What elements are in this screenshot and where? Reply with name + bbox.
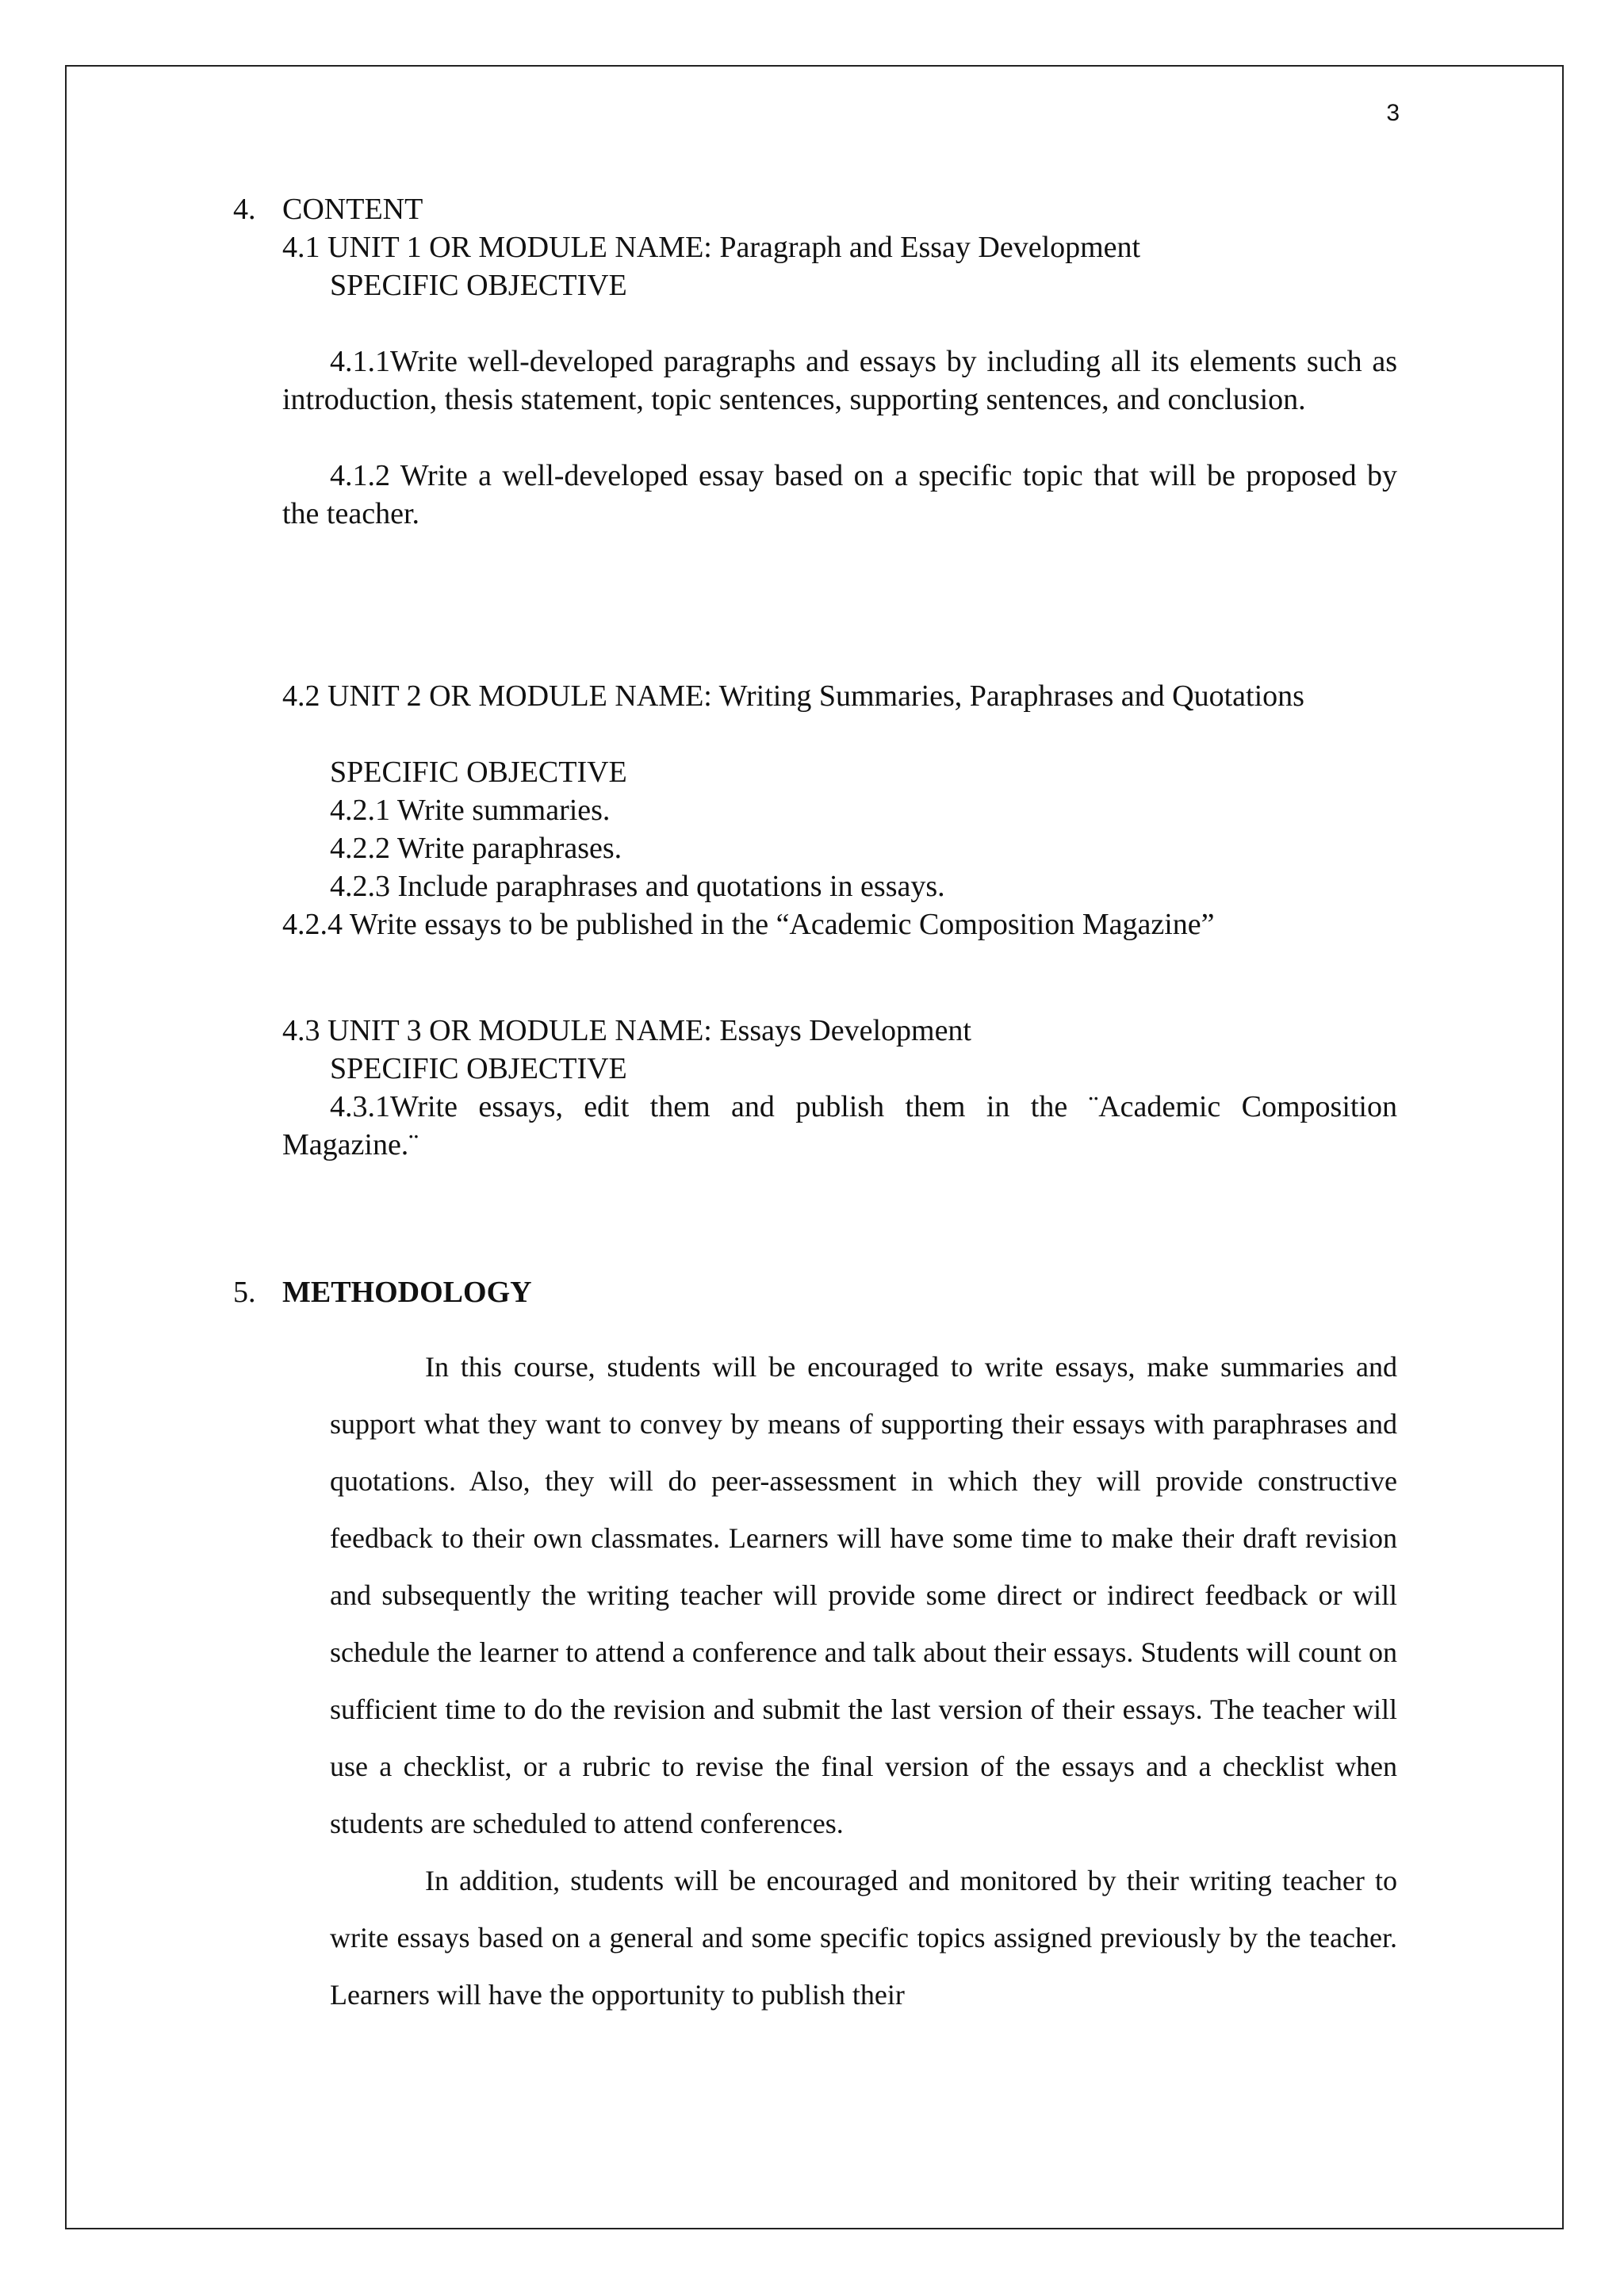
unit2-objective-4: 4.2.4 Write essays to be published in the “Academic Composition Magazine” — [282, 908, 1215, 941]
methodology-paragraph-1: In this course, students will be encouraged to write essays, make summaries and support what they want to convey by means of supporting their essays with paraphrases and quotations. Also, they will do peer-assessment in which they will provide constructive feedback to their own classmates. Learners will have some time to make their draft revision and subsequently the writing teacher will provide some direct or indirect feedback or will schedule the learner to attend a conference and talk about their essays. Students will count on sufficient time to do the revision and submit the last version of their essays. The teacher will use a checklist, or a rubric to revise the final version of the essays and a checklist when students are scheduled to attend conferences. — [330, 1351, 1397, 1839]
section-title: CONTENT — [282, 193, 423, 226]
section-number: 4. — [233, 193, 256, 226]
unit2-heading: 4.2 UNIT 2 OR MODULE NAME: Writing Summaries, Paraphrases and Quotations — [282, 679, 1304, 713]
section-title: METHODOLOGY — [282, 1276, 532, 1309]
unit3-heading: 4.3 UNIT 3 OR MODULE NAME: Essays Development — [282, 1014, 971, 1047]
unit1-objective-label: SPECIFIC OBJECTIVE — [330, 269, 627, 302]
unit2-objective-1: 4.2.1 Write summaries. — [330, 794, 611, 827]
unit2-objective-2: 4.2.2 Write paraphrases. — [330, 832, 622, 865]
unit3-objective-label: SPECIFIC OBJECTIVE — [330, 1052, 627, 1085]
unit1-heading: 4.1 UNIT 1 OR MODULE NAME: Paragraph and Essay Development — [282, 231, 1141, 264]
unit3-objective-1: 4.3.1Write essays, edit them and publish them in the ¨Academic Composition Magazine.¨ — [282, 1090, 1397, 1161]
section-number: 5. — [233, 1276, 256, 1309]
section-heading-content — [233, 190, 1397, 228]
unit2-objective-label: SPECIFIC OBJECTIVE — [330, 756, 627, 789]
section-heading-methodology — [233, 1273, 1397, 1311]
methodology-text — [330, 1338, 1397, 2023]
methodology-paragraph-2: In addition, students will be encouraged and monitored by their writing teacher to write essays based on a general and some specific topics assigned previously by the teacher. Learners will have the opportunity to publish their — [330, 1865, 1397, 2011]
unit1-objective-2: 4.1.2 Write a well-developed essay based on a specific topic that will be proposed by the teacher. — [282, 459, 1397, 530]
unit1-objective-1: 4.1.1Write well-developed paragraphs and essays by including all its elements such as introduction, thesis statement, topic sentences, supporting sentences, and conclusion. — [282, 345, 1397, 416]
page-number: 3 — [1386, 100, 1400, 126]
unit2-objective-3: 4.2.3 Include paraphrases and quotations in essays. — [330, 870, 945, 903]
